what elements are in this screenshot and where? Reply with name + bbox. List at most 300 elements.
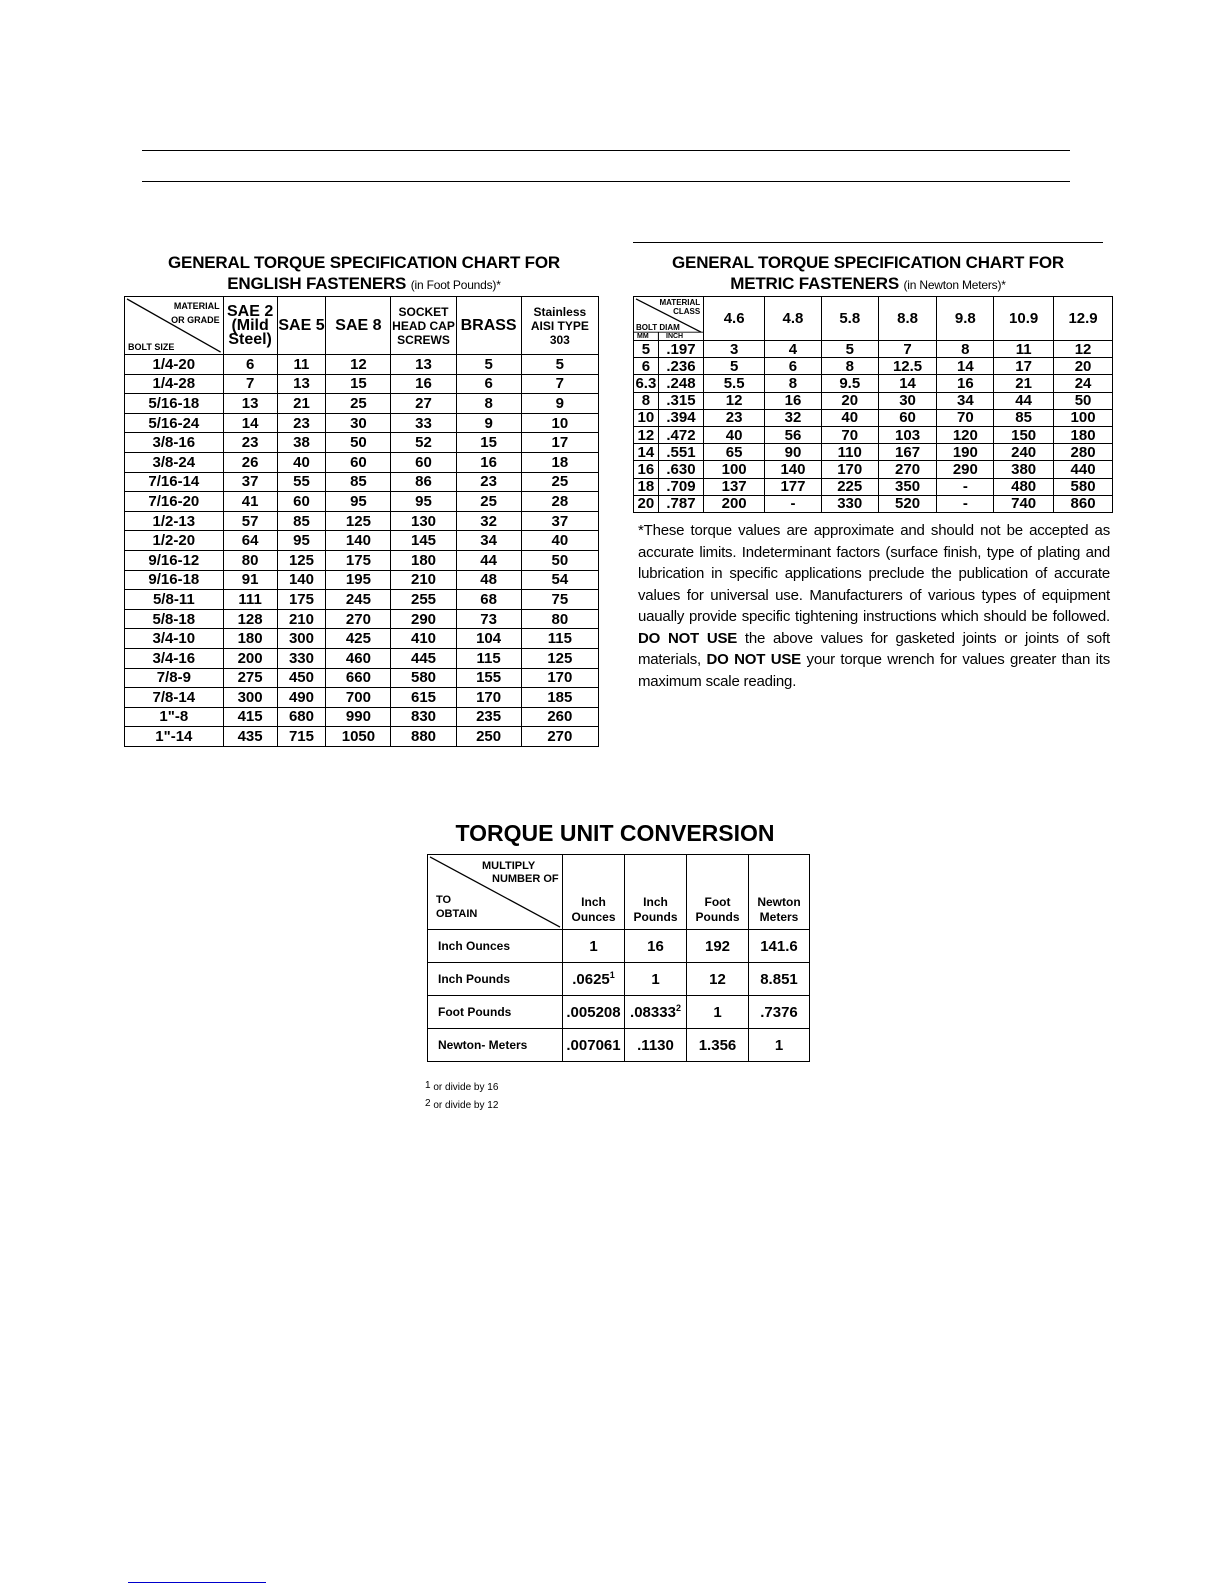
english-torque-cell: 80	[521, 609, 598, 629]
conversion-cell: 16	[625, 930, 687, 963]
english-torque-cell: 9	[456, 413, 521, 433]
conversion-cell	[625, 996, 687, 1029]
conversion-header-newton-meters-l2: Meters	[759, 910, 799, 924]
metric-title	[633, 252, 1103, 296]
footnote-1	[425, 1078, 498, 1096]
english-torque-cell: 12	[326, 355, 391, 375]
metric-inch-cell: .248	[658, 375, 703, 392]
footnote-1-marker: 1	[425, 1080, 431, 1091]
conversion-footnotes	[425, 1078, 498, 1114]
conversion-cell: 1	[749, 1029, 810, 1062]
english-torque-cell: 41	[223, 492, 277, 512]
english-bolt-size-cell: 1/4-20	[125, 355, 224, 375]
english-torque-cell: 27	[391, 394, 456, 414]
english-torque-table	[124, 296, 599, 747]
metric-inch-cell: .551	[658, 444, 703, 461]
english-torque-cell: 115	[521, 629, 598, 649]
metric-table-row	[634, 341, 1113, 358]
english-torque-cell: 60	[277, 492, 326, 512]
metric-torque-cell: 380	[994, 461, 1054, 478]
english-torque-cell: 260	[521, 707, 598, 727]
conversion-cell: 1	[563, 930, 625, 963]
english-table-row	[125, 570, 599, 590]
metric-torque-cell: 150	[994, 426, 1054, 443]
english-torque-cell: 73	[456, 609, 521, 629]
english-torque-cell: 270	[521, 727, 598, 747]
english-torque-cell: 445	[391, 648, 456, 668]
conversion-table	[427, 854, 810, 1062]
metric-title-line1: GENERAL TORQUE SPECIFICATION CHART FOR	[672, 253, 1064, 272]
metric-header-5-8: 5.8	[821, 297, 878, 341]
metric-title-unit: (in Newton Meters)*	[903, 278, 1006, 292]
english-torque-cell: 23	[456, 472, 521, 492]
english-torque-cell: 245	[326, 590, 391, 610]
english-torque-cell: 33	[391, 413, 456, 433]
note-text-3: your torque wrench for values greater than its maximum scale reading.	[638, 651, 1111, 690]
metric-torque-cell: 177	[765, 478, 822, 495]
metric-torque-cell: 56	[765, 426, 822, 443]
english-torque-cell: 75	[521, 590, 598, 610]
english-torque-cell: 435	[223, 727, 277, 747]
english-bolt-size-cell: 5/8-11	[125, 590, 224, 610]
metric-torque-cell: 30	[878, 392, 937, 409]
english-torque-cell: 50	[521, 550, 598, 570]
english-torque-cell: 52	[391, 433, 456, 453]
english-header-sae5: SAE 5	[277, 297, 326, 355]
english-torque-cell: 200	[223, 648, 277, 668]
english-torque-cell: 715	[277, 727, 326, 747]
conversion-header-inch-ounces	[563, 855, 625, 930]
footnote-2-text: or divide by 12	[433, 1100, 499, 1111]
english-torque-cell: 235	[456, 707, 521, 727]
english-table-row	[125, 492, 599, 512]
english-torque-cell: 60	[391, 452, 456, 472]
metric-torque-cell: 60	[878, 409, 937, 426]
english-torque-cell: 415	[223, 707, 277, 727]
english-table-row	[125, 648, 599, 668]
english-torque-cell: 16	[391, 374, 456, 394]
english-torque-cell: 111	[223, 590, 277, 610]
metric-corner-header	[634, 297, 704, 341]
metric-torque-cell: 16	[937, 375, 994, 392]
english-table-row	[125, 413, 599, 433]
english-torque-cell: 425	[326, 629, 391, 649]
english-table-row	[125, 688, 599, 708]
conversion-cell	[563, 963, 625, 996]
english-torque-cell: 64	[223, 531, 277, 551]
metric-torque-cell: 65	[704, 444, 765, 461]
english-torque-cell: 17	[521, 433, 598, 453]
english-torque-cell: 54	[521, 570, 598, 590]
english-bolt-size-cell: 3/8-16	[125, 433, 224, 453]
english-torque-cell: 25	[326, 394, 391, 414]
metric-header-8-8: 8.8	[878, 297, 937, 341]
metric-torque-cell: 140	[765, 461, 822, 478]
english-torque-cell: 18	[521, 452, 598, 472]
metric-mm-cell: 6.3	[635, 374, 657, 392]
conversion-row-inch-ounces	[428, 930, 810, 963]
english-torque-cell: 95	[277, 531, 326, 551]
english-torque-cell: 40	[521, 531, 598, 551]
english-torque-cell: 270	[326, 609, 391, 629]
metric-torque-cell: 21	[994, 375, 1054, 392]
conversion-row-label: Newton- Meters	[428, 1029, 563, 1062]
metric-torque-cell: 520	[878, 495, 937, 512]
english-torque-cell: 91	[223, 570, 277, 590]
conversion-cell: 8.851	[749, 963, 810, 996]
conversion-header-newton-meters-l1: Newton	[757, 895, 801, 909]
english-torque-cell: 21	[277, 394, 326, 414]
english-bolt-size-cell: 1/2-20	[125, 531, 224, 551]
english-bolt-size-cell: 1"-14	[125, 727, 224, 747]
english-torque-cell: 140	[277, 570, 326, 590]
english-torque-cell: 830	[391, 707, 456, 727]
conversion-cell: 1	[687, 996, 749, 1029]
metric-mm-cell: 10	[634, 409, 659, 426]
english-bolt-size-cell: 7/8-9	[125, 668, 224, 688]
metric-table-row	[634, 409, 1113, 426]
english-corner-header	[125, 297, 224, 355]
english-torque-cell: 185	[521, 688, 598, 708]
metric-inch-cell: .236	[658, 358, 703, 375]
conversion-row-label: Inch Pounds	[428, 963, 563, 996]
conversion-row-foot-pounds	[428, 996, 810, 1029]
metric-torque-cell: 120	[937, 426, 994, 443]
conversion-header-inch-ounces-l2: Ounces	[571, 910, 616, 924]
conversion-corner-header	[428, 855, 563, 930]
metric-inch-cell: .630	[658, 461, 703, 478]
english-torque-cell: 990	[326, 707, 391, 727]
metric-torque-cell: 480	[994, 478, 1054, 495]
english-torque-cell: 85	[326, 472, 391, 492]
english-torque-cell: 125	[277, 550, 326, 570]
english-torque-cell: 175	[326, 550, 391, 570]
metric-torque-cell: 110	[821, 444, 878, 461]
metric-torque-cell: 5	[821, 341, 878, 358]
conversion-cell: 1	[625, 963, 687, 996]
metric-torque-cell: 100	[704, 461, 765, 478]
english-header-stainless: Stainless AISI TYPE 303	[521, 297, 598, 355]
metric-torque-cell: 20	[821, 392, 878, 409]
english-torque-cell: 6	[223, 355, 277, 375]
english-torque-cell: 700	[326, 688, 391, 708]
metric-corner-mm: MM	[637, 333, 649, 340]
metric-torque-cell: 44	[994, 392, 1054, 409]
conversion-cell-value: .0625	[572, 971, 610, 988]
english-torque-cell: 95	[326, 492, 391, 512]
metric-header-12-9: 12.9	[1054, 297, 1113, 341]
english-torque-cell: 615	[391, 688, 456, 708]
metric-torque-cell: 3	[704, 341, 765, 358]
english-torque-cell: 26	[223, 452, 277, 472]
english-torque-cell: 104	[456, 629, 521, 649]
metric-torque-cell: -	[937, 495, 994, 512]
conversion-corner-obtain: OBTAIN	[436, 908, 478, 920]
english-torque-cell: 95	[391, 492, 456, 512]
english-torque-cell: 28	[521, 492, 598, 512]
metric-torque-cell: 11	[994, 341, 1054, 358]
metric-torque-cell: 90	[765, 444, 822, 461]
metric-torque-cell: 170	[821, 461, 878, 478]
english-header-brass: BRASS	[456, 297, 521, 355]
conversion-header-inch-pounds-l1: Inch	[643, 895, 668, 909]
english-table-row	[125, 727, 599, 747]
english-torque-cell: 15	[456, 433, 521, 453]
metric-mm-cell: 12	[634, 426, 659, 443]
metric-torque-cell: 34	[937, 392, 994, 409]
conversion-row-newton-meters	[428, 1029, 810, 1062]
english-torque-cell: 880	[391, 727, 456, 747]
english-torque-cell: 38	[277, 433, 326, 453]
conversion-table-body	[428, 930, 810, 1062]
english-torque-cell: 680	[277, 707, 326, 727]
metric-torque-table	[633, 296, 1113, 513]
english-bolt-size-cell: 9/16-12	[125, 550, 224, 570]
conversion-header-inch-ounces-l1: Inch	[581, 895, 606, 909]
english-torque-cell: 5	[456, 355, 521, 375]
metric-torque-cell: 5.5	[704, 375, 765, 392]
metric-inch-cell: .394	[658, 409, 703, 426]
english-torque-cell: 14	[223, 413, 277, 433]
conversion-header-inch-pounds	[625, 855, 687, 930]
english-torque-cell: 68	[456, 590, 521, 610]
english-bolt-size-cell: 3/8-24	[125, 452, 224, 472]
english-corner-material: MATERIAL	[173, 301, 220, 311]
english-torque-cell: 175	[277, 590, 326, 610]
metric-mm-cell: 6	[634, 358, 659, 375]
metric-torque-cell: 12.5	[878, 358, 937, 375]
english-torque-cell: 140	[326, 531, 391, 551]
english-corner-grade: OR GRADE	[171, 315, 220, 325]
english-torque-cell: 300	[223, 688, 277, 708]
english-table-row	[125, 374, 599, 394]
english-torque-cell: 32	[456, 511, 521, 531]
english-torque-cell: 30	[326, 413, 391, 433]
english-torque-cell: 170	[456, 688, 521, 708]
conversion-cell: .005208	[563, 996, 625, 1029]
english-header-sae8: SAE 8	[326, 297, 391, 355]
english-torque-cell: 300	[277, 629, 326, 649]
metric-torque-cell: 200	[704, 495, 765, 512]
metric-top-rule	[633, 242, 1103, 243]
footnote-1-text: or divide by 16	[433, 1082, 499, 1093]
english-torque-cell: 210	[391, 570, 456, 590]
english-bolt-size-cell: 7/16-14	[125, 472, 224, 492]
english-torque-cell: 170	[521, 668, 598, 688]
english-torque-cell: 7	[521, 374, 598, 394]
metric-torque-cell: 50	[1054, 392, 1113, 409]
english-title	[124, 252, 604, 296]
metric-corner-material: MATERIAL	[659, 298, 701, 307]
metric-torque-cell: 137	[704, 478, 765, 495]
english-torque-cell: 9	[521, 394, 598, 414]
metric-mm-cell: 18	[634, 478, 659, 495]
metric-torque-cell: 8	[821, 358, 878, 375]
english-torque-cell: 460	[326, 648, 391, 668]
english-torque-cell: 130	[391, 511, 456, 531]
english-torque-cell: 145	[391, 531, 456, 551]
english-header-sae2: SAE 2 (Mild Steel)	[223, 297, 277, 355]
conversion-title: TORQUE UNIT CONVERSION	[455, 820, 775, 846]
conversion-row-inch-pounds	[428, 963, 810, 996]
english-torque-cell: 13	[223, 394, 277, 414]
conversion-cell: .7376	[749, 996, 810, 1029]
english-torque-cell: 23	[223, 433, 277, 453]
metric-torque-cell: 85	[994, 409, 1054, 426]
metric-torque-cell: 330	[821, 495, 878, 512]
english-torque-cell: 15	[326, 374, 391, 394]
english-torque-cell: 8	[456, 394, 521, 414]
english-table-row	[125, 472, 599, 492]
conversion-cell: .007061	[563, 1029, 625, 1062]
english-torque-cell: 125	[326, 511, 391, 531]
metric-torque-cell: 740	[994, 495, 1054, 512]
metric-torque-cell: 14	[937, 358, 994, 375]
english-torque-cell: 450	[277, 668, 326, 688]
metric-torque-cell: 440	[1054, 461, 1113, 478]
metric-header-9-8: 9.8	[937, 297, 994, 341]
footnote-marker-2: 2	[675, 1003, 681, 1013]
metric-mm-cell: 14	[634, 444, 659, 461]
metric-header-4-6: 4.6	[704, 297, 765, 341]
conversion-corner-number-of: NUMBER OF	[492, 873, 559, 885]
english-bolt-size-cell: 5/16-24	[125, 413, 224, 433]
english-torque-cell: 1050	[326, 727, 391, 747]
english-title-unit: (in Foot Pounds)*	[410, 278, 501, 292]
metric-torque-cell: 5	[704, 358, 765, 375]
english-bolt-size-cell: 5/16-18	[125, 394, 224, 414]
metric-torque-cell: 225	[821, 478, 878, 495]
top-rule-1	[142, 150, 1070, 151]
note-text-1: *These torque values are approximate and should not be accepted as accurate limits. Indeterminant factors (surface finish, type of plating and lubrication in specific applications preclude the publication of accurate values for universal use. Manufacturers of various types of equipment uaually provide specific tightening instructions which should be followed.	[638, 522, 1110, 625]
metric-torque-cell: 17	[994, 358, 1054, 375]
metric-torque-cell: 100	[1054, 409, 1113, 426]
metric-table-row	[634, 478, 1113, 495]
english-bolt-size-cell: 3/4-10	[125, 629, 224, 649]
english-torque-cell: 50	[326, 433, 391, 453]
english-table-row	[125, 511, 599, 531]
note-text-2: the above values for gasketed joints or joints of soft materials,	[638, 629, 1111, 668]
english-torque-cell: 7	[223, 374, 277, 394]
metric-table-row	[634, 495, 1113, 512]
conversion-cell: 1.356	[687, 1029, 749, 1062]
conversion-header-foot-pounds	[687, 855, 749, 930]
conversion-cell-value: .08333	[630, 1004, 676, 1021]
english-bolt-size-cell: 1/2-13	[125, 511, 224, 531]
english-torque-cell: 85	[277, 511, 326, 531]
metric-torque-cell: -	[937, 478, 994, 495]
metric-torque-cell: 270	[878, 461, 937, 478]
english-torque-cell: 250	[456, 727, 521, 747]
metric-torque-cell: 12	[704, 392, 765, 409]
metric-mm-cell: 8	[634, 392, 659, 409]
metric-torque-cell: 6	[765, 358, 822, 375]
english-torque-cell: 490	[277, 688, 326, 708]
metric-torque-cell: 7	[878, 341, 937, 358]
metric-mm-cell: 5	[634, 341, 659, 358]
metric-title-line2: METRIC FASTENERS	[730, 274, 899, 293]
conversion-row-label: Foot Pounds	[428, 996, 563, 1029]
conversion-corner-to: TO	[436, 894, 452, 906]
english-torque-cell: 275	[223, 668, 277, 688]
english-table-row	[125, 550, 599, 570]
english-torque-cell: 40	[277, 452, 326, 472]
english-torque-cell: 11	[277, 355, 326, 375]
torque-note	[638, 520, 1110, 692]
english-header-socket: SOCKET HEAD CAP SCREWS	[391, 297, 456, 355]
metric-torque-cell: 23	[704, 409, 765, 426]
english-table-row	[125, 394, 599, 414]
metric-torque-cell: 290	[937, 461, 994, 478]
note-warning-2: DO NOT USE	[706, 651, 801, 668]
english-table-row	[125, 355, 599, 375]
english-torque-cell: 37	[521, 511, 598, 531]
metric-torque-cell: 4	[765, 341, 822, 358]
english-bolt-size-cell: 7/8-14	[125, 688, 224, 708]
english-table-row	[125, 629, 599, 649]
metric-header-10-9: 10.9	[994, 297, 1054, 341]
metric-corner-inch: INCH	[666, 333, 684, 340]
metric-table-row	[634, 358, 1113, 375]
english-bolt-size-cell: 7/16-20	[125, 492, 224, 512]
english-table-row	[125, 531, 599, 551]
metric-inch-cell: .197	[658, 341, 703, 358]
conversion-cell: .1130	[625, 1029, 687, 1062]
english-table-row	[125, 668, 599, 688]
english-torque-cell: 155	[456, 668, 521, 688]
conversion-header-foot-pounds-l2: Pounds	[695, 910, 740, 924]
english-table-row	[125, 452, 599, 472]
footnote-2-marker: 2	[425, 1098, 431, 1109]
english-table-row	[125, 433, 599, 453]
english-torque-cell: 6	[456, 374, 521, 394]
english-torque-cell: 580	[391, 668, 456, 688]
english-bolt-size-cell: 1/4-28	[125, 374, 224, 394]
metric-table-body	[634, 341, 1113, 513]
english-torque-cell: 255	[391, 590, 456, 610]
metric-table-row	[634, 375, 1113, 392]
footnote-marker-1: 1	[609, 970, 615, 980]
english-torque-cell: 660	[326, 668, 391, 688]
english-torque-cell: 37	[223, 472, 277, 492]
english-torque-cell: 57	[223, 511, 277, 531]
english-title-line1: GENERAL TORQUE SPECIFICATION CHART FOR	[168, 253, 560, 272]
metric-torque-cell: 103	[878, 426, 937, 443]
metric-table-row	[634, 444, 1113, 461]
english-torque-cell: 195	[326, 570, 391, 590]
english-torque-cell: 86	[391, 472, 456, 492]
metric-torque-cell: 24	[1054, 375, 1113, 392]
metric-inch-cell: .472	[658, 426, 703, 443]
metric-torque-cell: 167	[878, 444, 937, 461]
metric-inch-cell: .315	[658, 392, 703, 409]
english-table-row	[125, 707, 599, 727]
metric-torque-cell: 190	[937, 444, 994, 461]
metric-torque-cell: 32	[765, 409, 822, 426]
metric-table-row	[634, 392, 1113, 409]
top-rule-2	[142, 181, 1070, 182]
english-torque-cell: 80	[223, 550, 277, 570]
english-bolt-size-cell: 3/4-16	[125, 648, 224, 668]
conversion-row-label: Inch Ounces	[428, 930, 563, 963]
metric-torque-cell: 12	[1054, 341, 1113, 358]
metric-torque-cell: 580	[1054, 478, 1113, 495]
conversion-cell: 141.6	[749, 930, 810, 963]
english-torque-cell: 60	[326, 452, 391, 472]
conversion-corner-multiply: MULTIPLY	[482, 860, 536, 872]
note-warning-1: DO NOT USE	[638, 629, 738, 647]
metric-torque-cell: 280	[1054, 444, 1113, 461]
